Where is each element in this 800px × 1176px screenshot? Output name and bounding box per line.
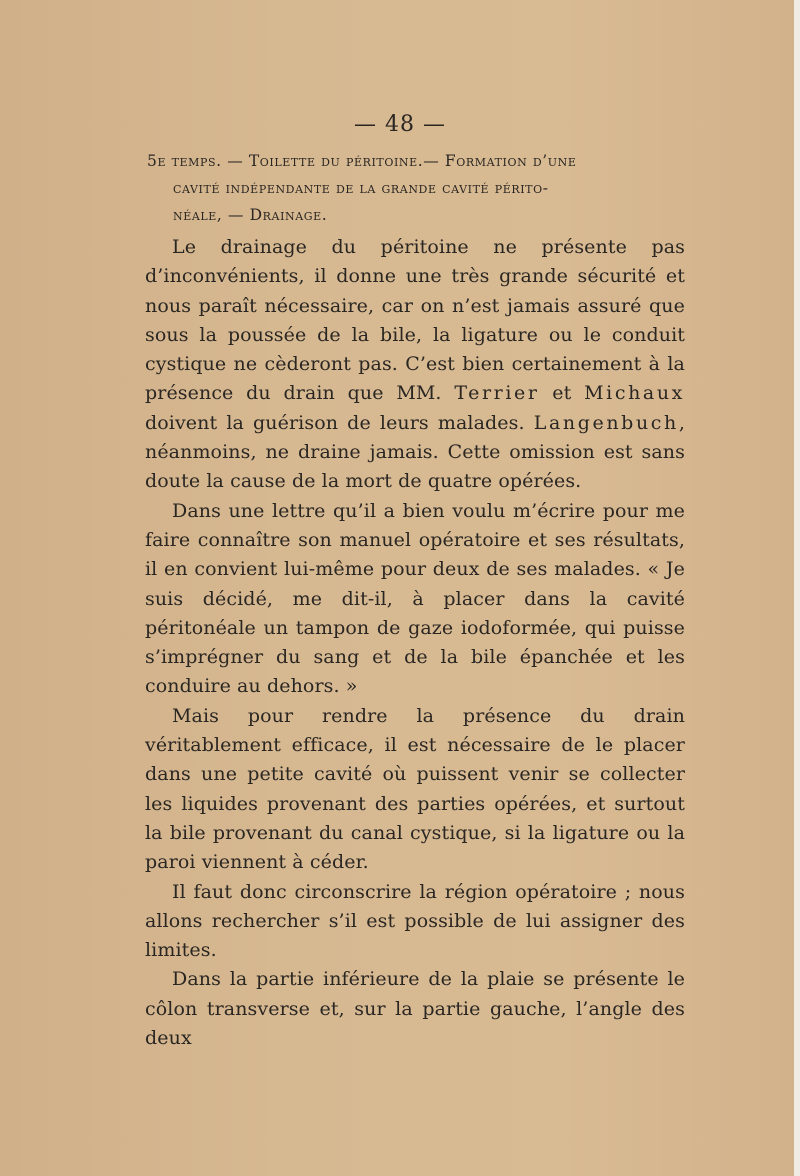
paragraph-colon: Dans la partie inférieure de la plaie se présente le côlon transverse et, sur la partie gauche, l’angle des deux	[145, 968, 685, 1050]
page-edge	[794, 0, 800, 1176]
paragraph-operative-region: Il faut donc circonscrire la région opératoire ; nous allons rechercher s’il est possible de lui assigner des limites.	[145, 880, 685, 962]
paragraph-text: Le drainage du péritoine ne présente pas d’inconvénients, il donne une très grande sécurité et nous paraît nécessaire, car on n’est jamais assuré que sous la poussée de la bile, la ligature ou le conduit cystique ne cèderont pas. C’est bien certainement à la présence du drain que MM.	[145, 236, 685, 405]
heading-line-1: 5e temps. — Toilette du péritoine.— Formation d’une	[147, 152, 577, 170]
paragraph-drainage	[145, 233, 685, 497]
author-name-langenbuch: Langenbuch	[533, 411, 679, 434]
paragraph-letter: Dans une lettre qu’il a bien voulu m’écrire pour me faire connaître son manuel opératoire et ses résultats, il en convient lui-même pour deux de ses malades. « Je suis décidé, me dit-il, à placer dans la cavité péritonéale un tampon de gaze iodoformée, qui puisse s’imprégner du sang et de la bile épanchée et les conduire au dehors. »	[145, 499, 685, 698]
heading-line-2: cavité indépendante de la grande cavité périto-	[173, 179, 549, 197]
paragraph-drain-cavity: Mais pour rendre la présence du drain véritablement efficace, il est nécessaire de le placer dans une petite cavité où puissent venir se collecter les liquides provenant des parties opérées, et surtout la bile provenant du canal cystique, si la ligature ou la paroi viennent à céder.	[145, 704, 685, 874]
body-text	[145, 233, 685, 1053]
paragraph-text: et	[539, 382, 585, 405]
author-name-terrier: Terrier	[454, 382, 540, 405]
paragraph-text: , néanmoins, ne draine jamais. Cette omission est sans doute la cause de la mort de quatre opérées.	[145, 411, 685, 493]
page-number: — 48 —	[354, 112, 446, 137]
author-name-michaux: Michaux	[584, 382, 685, 405]
paragraph-text: doivent la guérison de leurs malades.	[145, 411, 534, 434]
section-heading	[145, 148, 693, 229]
heading-line-3: néale, — Drainage.	[173, 206, 328, 224]
